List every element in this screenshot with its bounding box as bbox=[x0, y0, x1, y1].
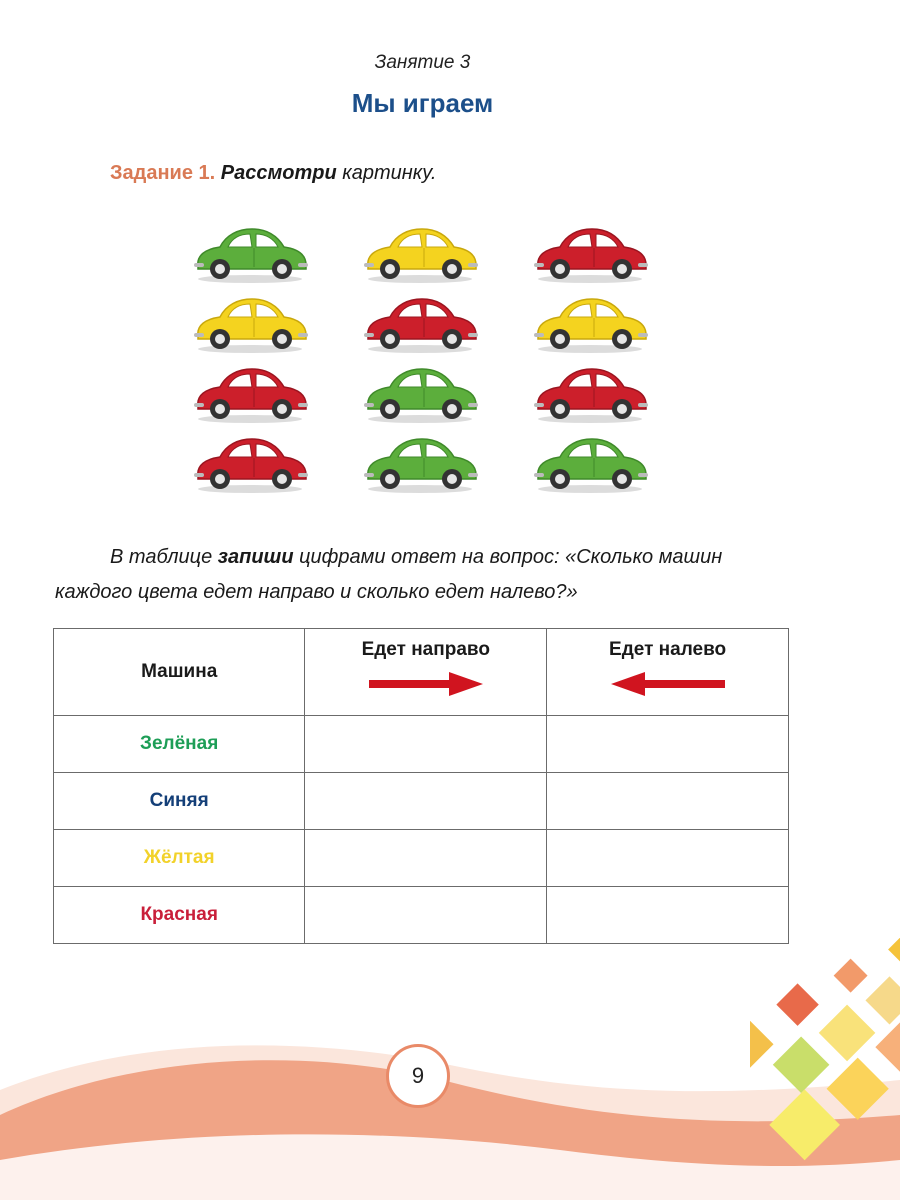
car-green bbox=[530, 435, 650, 495]
question-part-1: В таблице bbox=[110, 546, 213, 568]
header-left-label: Едет налево bbox=[609, 639, 727, 660]
answer-cell-yellow-right[interactable] bbox=[305, 830, 547, 887]
car-green bbox=[360, 435, 480, 495]
task-number: Задание 1. bbox=[110, 162, 216, 184]
right-arrow-icon bbox=[367, 671, 485, 697]
page-title: Мы играем bbox=[351, 88, 494, 118]
car-red bbox=[190, 365, 310, 425]
table-header-row bbox=[54, 629, 789, 716]
car-yellow bbox=[190, 295, 310, 355]
answer-cell-red-right[interactable] bbox=[305, 887, 547, 944]
row-label-red: Красная bbox=[54, 887, 305, 944]
car-green bbox=[190, 225, 310, 285]
answer-cell-yellow-left[interactable] bbox=[547, 830, 789, 887]
cars-picture bbox=[0, 225, 900, 505]
question-part-2: цифрами ответ на вопрос: «Сколько машин bbox=[299, 546, 723, 568]
table-row bbox=[54, 887, 789, 944]
question-line-2: каждого цвета едет направо и сколько едет налево?» bbox=[55, 581, 578, 603]
header-right-label: Едет направо bbox=[361, 639, 490, 660]
header-car bbox=[54, 629, 305, 716]
answer-table bbox=[53, 628, 789, 944]
header-right bbox=[305, 629, 547, 716]
car-yellow bbox=[360, 225, 480, 285]
lesson-label: Занятие 3 bbox=[374, 52, 471, 73]
car-red bbox=[190, 435, 310, 495]
page-number: 9 bbox=[386, 1044, 450, 1108]
car-yellow bbox=[530, 295, 650, 355]
decorative-diamonds bbox=[750, 880, 900, 1200]
answer-cell-green-left[interactable] bbox=[547, 716, 789, 773]
table-row bbox=[54, 830, 789, 887]
header-car-label: Машина bbox=[141, 661, 218, 682]
car-red bbox=[530, 365, 650, 425]
table-row bbox=[54, 716, 789, 773]
car-red bbox=[360, 295, 480, 355]
question-verb: запиши bbox=[217, 546, 294, 568]
answer-cell-blue-right[interactable] bbox=[305, 773, 547, 830]
table-row bbox=[54, 773, 789, 830]
row-label-yellow: Жёлтая bbox=[54, 830, 305, 887]
task-line bbox=[110, 162, 436, 185]
task-text: картинку. bbox=[342, 162, 437, 184]
question-text bbox=[55, 540, 805, 610]
answer-cell-green-right[interactable] bbox=[305, 716, 547, 773]
header-left bbox=[547, 629, 789, 716]
task-verb: Рассмотри bbox=[220, 162, 337, 184]
car-green bbox=[360, 365, 480, 425]
car-red bbox=[530, 225, 650, 285]
answer-cell-blue-left[interactable] bbox=[547, 773, 789, 830]
row-label-green: Зелёная bbox=[54, 716, 305, 773]
left-arrow-icon bbox=[609, 671, 727, 697]
row-label-blue: Синяя bbox=[54, 773, 305, 830]
